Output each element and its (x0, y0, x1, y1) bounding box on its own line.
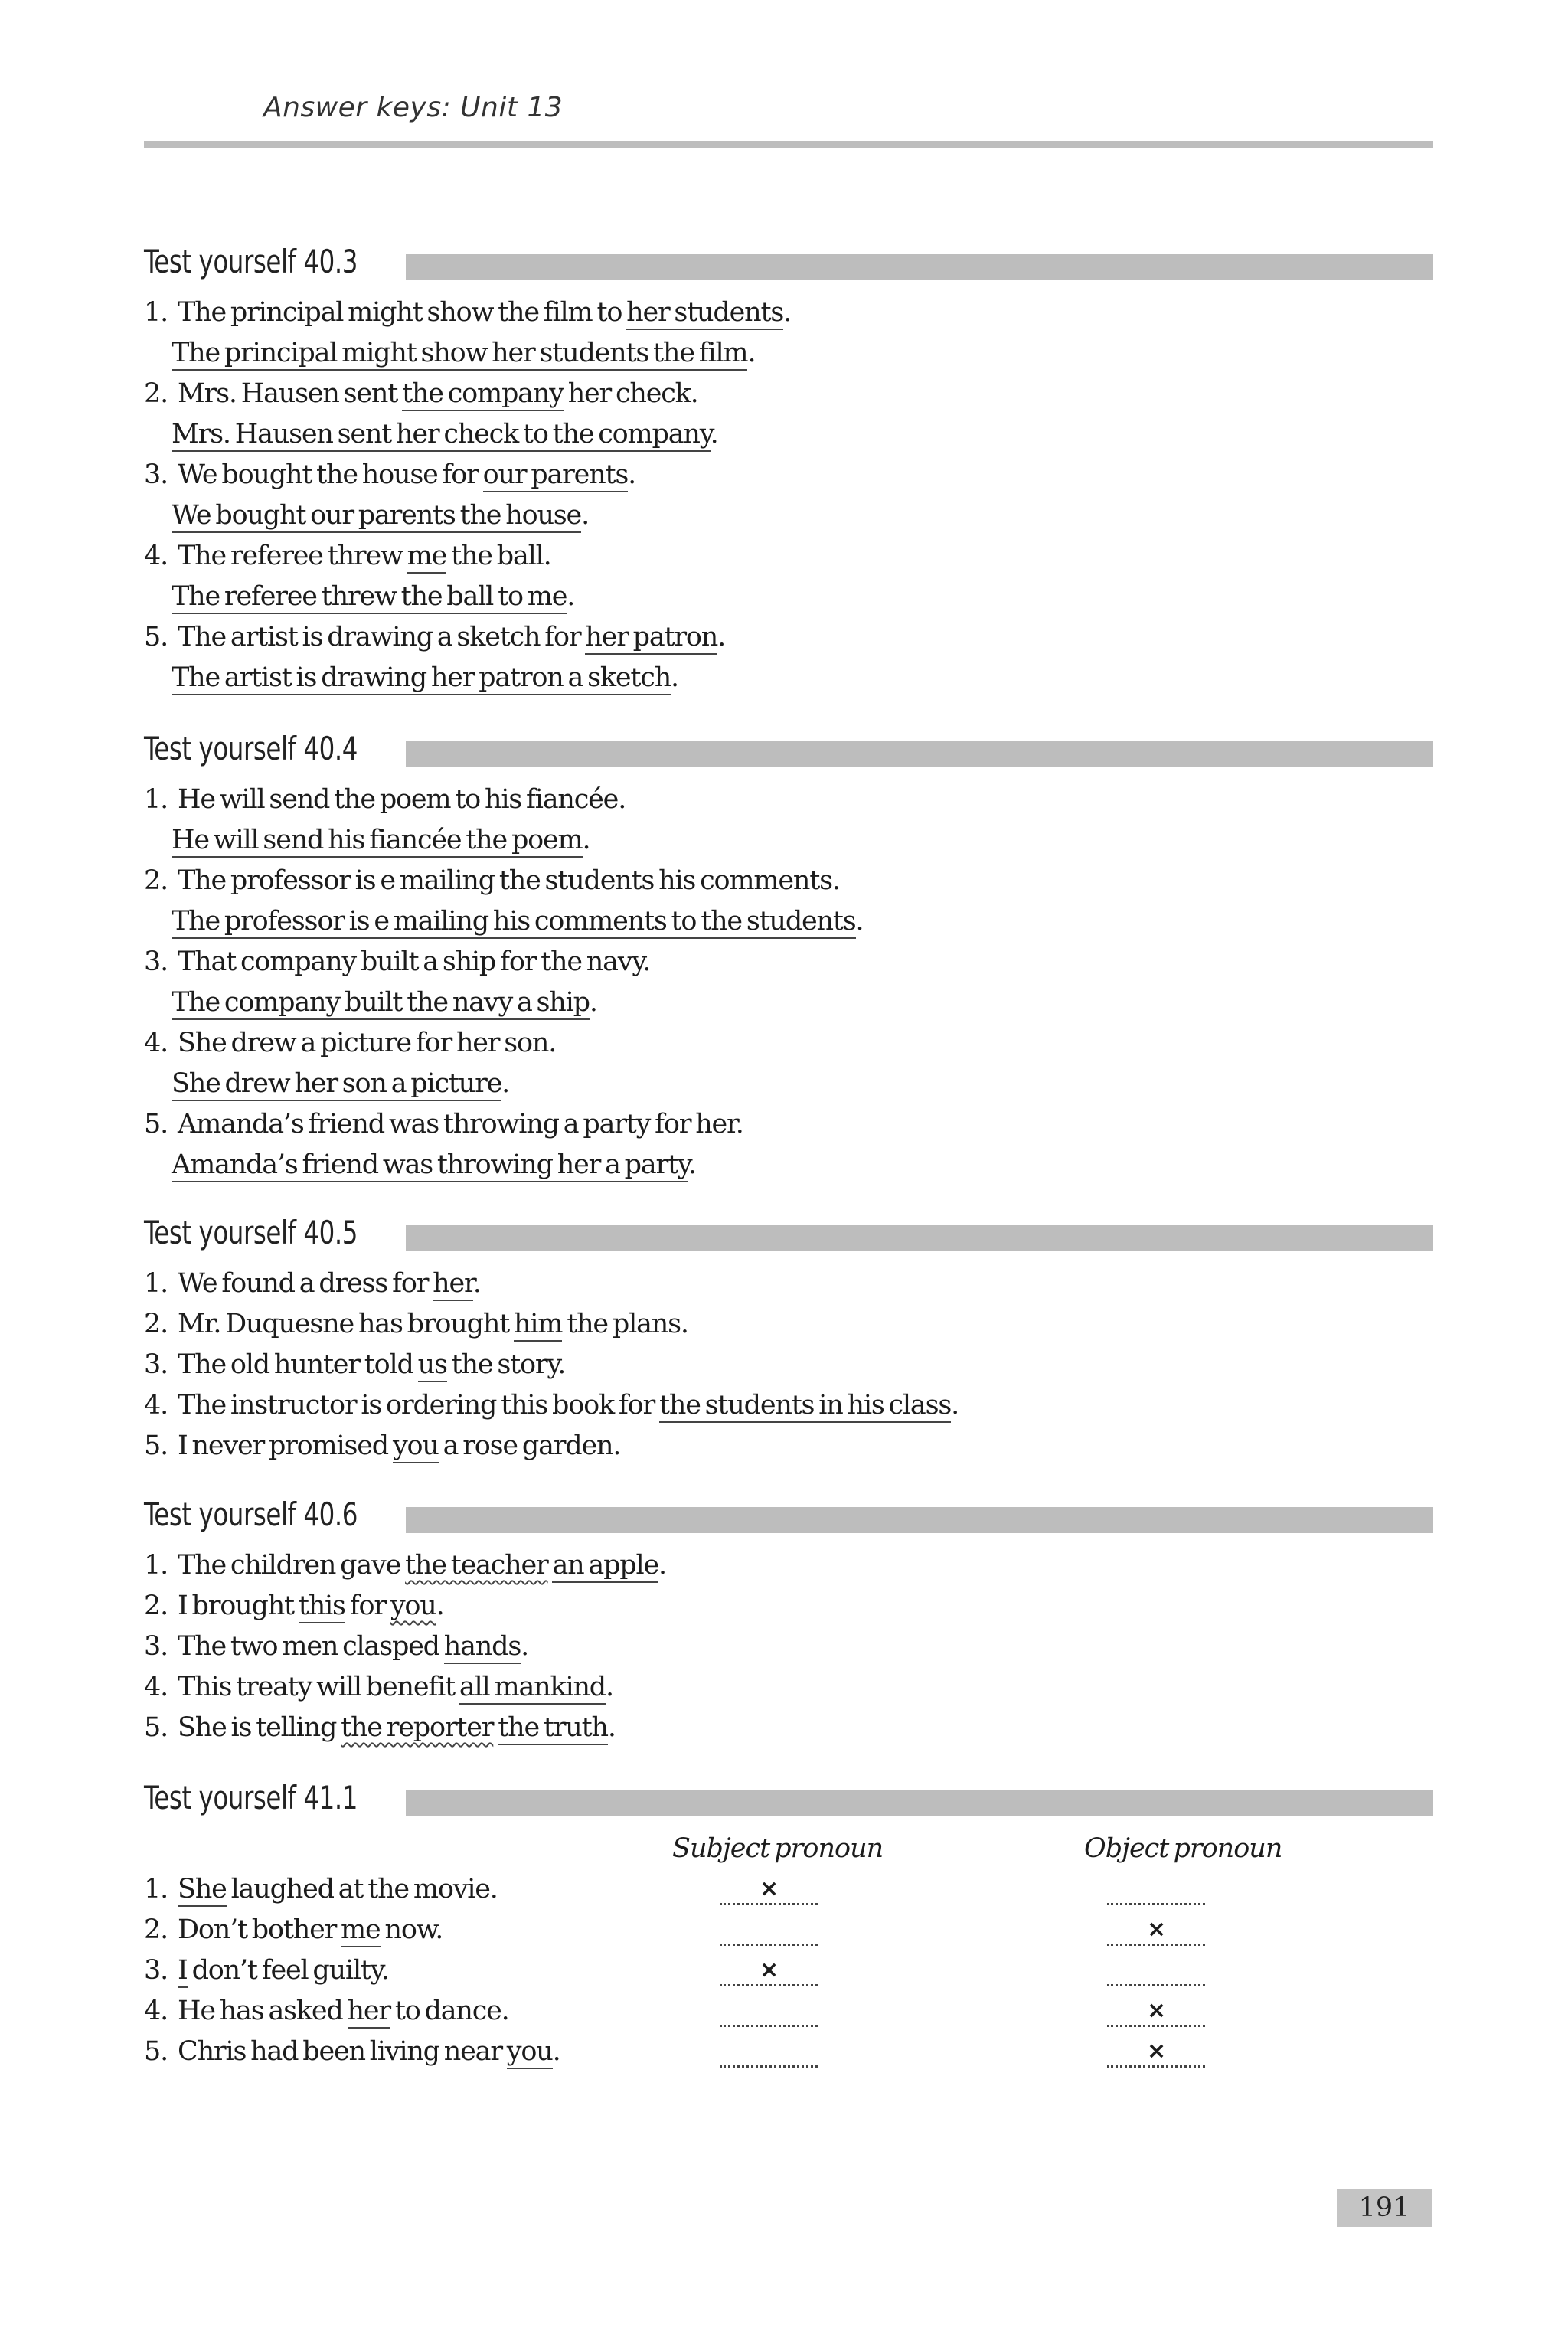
underlined-answer: She (178, 1874, 227, 1907)
answer-line (144, 536, 1433, 577)
text-run: Amanda’s friend was throwing a party for her. (178, 1109, 743, 1139)
text-run: Chris had been living near (178, 2036, 507, 2067)
underlined-answer: I (178, 1955, 188, 1988)
answer-section (144, 1493, 1433, 1748)
section-header (144, 727, 1433, 770)
pronoun-row (144, 1910, 1433, 1950)
section-title: Test yourself 40.5 (144, 1214, 358, 1251)
column-header-object: Object pronoun (1084, 1833, 1282, 1864)
item-number: 1. (144, 1268, 168, 1299)
answer-line (144, 1023, 1433, 1064)
underlined-answer: this (299, 1591, 345, 1623)
answer-line (144, 1345, 1433, 1385)
underlined-answer: The referee threw the ball to me (172, 581, 567, 614)
column-header-subject: Subject pronoun (672, 1833, 884, 1864)
answer-line (144, 1708, 1433, 1748)
object-answer-blank: × (1107, 2038, 1205, 2068)
item-number: 4. (144, 1028, 168, 1058)
pronoun-row (144, 1991, 1433, 2032)
subject-answer-blank (720, 2038, 818, 2068)
item-number: 3. (144, 1631, 168, 1662)
section-header (144, 1493, 1433, 1536)
underlined-answer: the company (402, 378, 564, 411)
item-number: 5. (144, 622, 168, 652)
wavy-underlined-answer: the teacher (405, 1550, 548, 1581)
item-number: 3. (144, 459, 168, 490)
pronoun-section (144, 1777, 1433, 2072)
item-number: 3. (144, 947, 168, 977)
item-number: 3. (144, 1349, 168, 1380)
underlined-answer: The professor is e mailing his comments to the students (172, 906, 856, 939)
text-run: . (710, 419, 718, 450)
item-number: 2. (144, 1914, 168, 1945)
text-run: The two men clasped (178, 1631, 444, 1662)
text-run: He will send the poem to his fiancée. (178, 784, 626, 815)
underlined-answer: you (507, 2036, 553, 2069)
underlined-answer: He will send his fiancée the poem (172, 825, 583, 858)
underlined-answer: She drew her son a picture (172, 1068, 501, 1101)
answer-line (144, 617, 1433, 658)
section-bar (406, 254, 1433, 280)
section-bar (406, 1790, 1433, 1816)
item-number: 1. (144, 297, 168, 328)
subject-answer-blank (720, 1997, 818, 2027)
underlined-answer: hands (444, 1631, 521, 1664)
item-number: 1. (144, 1550, 168, 1581)
text-run: I brought (178, 1591, 299, 1621)
item-number: 5. (144, 1430, 168, 1461)
item-number: 4. (144, 541, 168, 571)
text-run: The children gave (178, 1550, 406, 1581)
text-run: That company built a ship for the navy. (178, 947, 651, 977)
underlined-answer: an apple (552, 1550, 658, 1583)
text-run: . (717, 622, 726, 652)
item-number: 1. (144, 1874, 168, 1905)
text-run: her check. (563, 378, 698, 409)
answer-line (144, 333, 1433, 374)
text-run: Mr. Duquesne has brought (178, 1309, 514, 1339)
underlined-answer: our parents (483, 459, 629, 492)
answer-line (144, 293, 1433, 333)
answer-line (144, 1104, 1433, 1145)
item-number: 2. (144, 865, 168, 896)
answer-line (144, 1145, 1433, 1185)
object-answer-blank: × (1107, 1916, 1205, 1946)
answer-line (144, 577, 1433, 617)
text-run: . (472, 1268, 481, 1299)
text-run: the story. (446, 1349, 566, 1380)
text-run: a rose garden. (438, 1430, 621, 1461)
subject-answer-blank: × (720, 1957, 818, 1986)
text-run: . (607, 1712, 616, 1743)
answer-line (144, 1586, 1433, 1627)
text-run: . (628, 459, 636, 490)
answer-list (144, 293, 1433, 698)
header-title: Answer keys: Unit 13 (263, 92, 564, 123)
item-number: 2. (144, 378, 168, 409)
text-run: . (783, 297, 792, 328)
item-number: 1. (144, 784, 168, 815)
text-run: . (951, 1390, 959, 1421)
section-bar (406, 1225, 1433, 1251)
section-header (144, 1777, 1433, 1820)
underlined-answer: Amanda’s friend was throwing her a party (172, 1149, 688, 1182)
underlined-answer: you (393, 1430, 439, 1463)
underlined-answer: The principal might show her students the film (172, 338, 747, 371)
answer-line (144, 495, 1433, 536)
text-run: for (345, 1591, 390, 1621)
column-headers (144, 1829, 1433, 1869)
text-run: The referee threw (178, 541, 407, 571)
text-run: . (688, 1149, 696, 1180)
answer-line (144, 861, 1433, 901)
text-run: . (436, 1591, 444, 1621)
underlined-answer: him (514, 1309, 562, 1342)
pronoun-row (144, 1950, 1433, 1991)
text-run: . (501, 1068, 510, 1099)
item-number: 2. (144, 1309, 168, 1339)
underlined-answer: her students (626, 297, 783, 330)
underlined-answer: Mrs. Hausen sent her check to the company (172, 419, 710, 452)
answer-line (144, 1627, 1433, 1667)
item-number: 5. (144, 1109, 168, 1139)
item-number: 4. (144, 1672, 168, 1702)
answer-line (144, 820, 1433, 861)
section-header (144, 1211, 1433, 1254)
text-run: don’t feel guilty. (187, 1955, 389, 1986)
pronoun-row (144, 1869, 1433, 1910)
text-run: The principal might show the film to (178, 297, 627, 328)
text-run: the plans. (562, 1309, 688, 1339)
text-run: The professor is e mailing the students his comments. (178, 865, 840, 896)
answer-section (144, 240, 1433, 698)
section-header (144, 240, 1433, 283)
item-number: 5. (144, 2036, 168, 2067)
object-answer-blank (1107, 1875, 1205, 1905)
text-run: The artist is drawing a sketch for (178, 622, 586, 652)
object-answer-blank: × (1107, 1997, 1205, 2027)
answer-line (144, 1545, 1433, 1586)
answer-list (144, 1545, 1433, 1748)
text-run: The instructor is ordering this book for (178, 1390, 660, 1421)
text-run: . (581, 500, 590, 531)
answer-line (144, 1304, 1433, 1345)
answer-line (144, 1264, 1433, 1304)
underlined-answer: us (418, 1349, 447, 1382)
wavy-underlined-answer: the reporter (341, 1712, 494, 1743)
section-bar (406, 1507, 1433, 1533)
answer-line (144, 414, 1433, 455)
text-run: She is telling (178, 1712, 341, 1743)
item-number: 4. (144, 1996, 168, 2026)
answer-section (144, 1211, 1433, 1466)
text-run: We found a dress for (178, 1268, 433, 1299)
text-run: the ball. (446, 541, 551, 571)
section-title: Test yourself 41.1 (144, 1779, 358, 1816)
text-run: . (658, 1550, 666, 1581)
item-number: 3. (144, 1955, 168, 1986)
underlined-answer: her (433, 1268, 473, 1301)
text-run: I never promised (178, 1430, 393, 1461)
underlined-answer: me (341, 1914, 381, 1947)
answer-line (144, 374, 1433, 414)
text-run: . (552, 2036, 560, 2067)
answer-line (144, 1385, 1433, 1426)
text-run: now. (380, 1914, 443, 1945)
section-title: Test yourself 40.3 (144, 243, 358, 280)
answer-line (144, 1667, 1433, 1708)
page-number: 191 (1337, 2189, 1432, 2227)
answer-line (144, 942, 1433, 983)
text-run: . (567, 581, 575, 612)
answer-line (144, 1426, 1433, 1466)
answer-list (144, 1264, 1433, 1466)
answer-line (144, 901, 1433, 942)
answer-line (144, 1064, 1433, 1104)
text-run: laughed at the movie. (226, 1874, 498, 1905)
text-run: The old hunter told (178, 1349, 418, 1380)
underlined-answer: We bought our parents the house (172, 500, 581, 533)
text-run: . (521, 1631, 529, 1662)
text-run: We bought the house for (178, 459, 483, 490)
text-run: . (606, 1672, 613, 1702)
underlined-answer: The company built the navy a ship (172, 987, 590, 1020)
subject-answer-blank (720, 1916, 818, 1946)
item-number: 4. (144, 1390, 168, 1421)
underlined-answer: all mankind (459, 1672, 606, 1705)
underlined-answer: me (407, 541, 447, 574)
object-answer-blank (1107, 1957, 1205, 1986)
subject-answer-blank: × (720, 1875, 818, 1905)
text-run: He has asked (178, 1996, 348, 2026)
answer-list (144, 780, 1433, 1185)
pronoun-row (144, 2032, 1433, 2072)
text-run: . (582, 825, 590, 855)
text-run: Mrs. Hausen sent (178, 378, 403, 409)
text-run: Don’t bother (178, 1914, 341, 1945)
answer-line (144, 780, 1433, 820)
text-run: to dance. (390, 1996, 509, 2026)
item-number: 2. (144, 1591, 168, 1621)
section-title: Test yourself 40.6 (144, 1496, 358, 1533)
text-run: . (671, 662, 678, 693)
section-title: Test yourself 40.4 (144, 730, 358, 767)
text-run: . (589, 987, 597, 1018)
underlined-answer: her (348, 1996, 390, 2029)
text-run: This treaty will benefit (178, 1672, 459, 1702)
text-run: . (855, 906, 864, 937)
answer-line (144, 658, 1433, 698)
answer-line (144, 455, 1433, 495)
item-number: 5. (144, 1712, 168, 1743)
section-bar (406, 741, 1433, 767)
text-run: She drew a picture for her son. (178, 1028, 557, 1058)
answer-section (144, 727, 1433, 1185)
underlined-answer: her patron (585, 622, 717, 655)
underlined-answer: the students in his class (659, 1390, 951, 1423)
text-run: . (747, 338, 756, 368)
answer-line (144, 983, 1433, 1023)
underlined-answer: the truth (498, 1712, 608, 1745)
wavy-underlined-answer: you (390, 1591, 436, 1621)
underlined-answer: The artist is drawing her patron a sketch (172, 662, 671, 695)
header-rule (144, 141, 1433, 148)
